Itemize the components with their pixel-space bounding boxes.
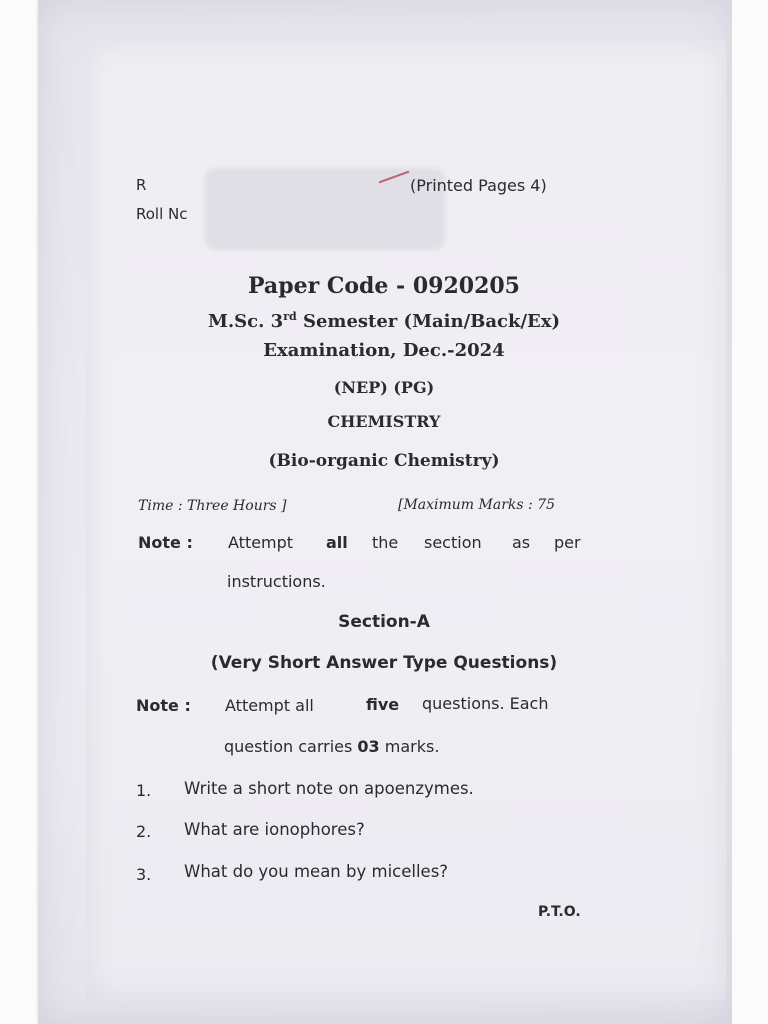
section-note-questions-each: questions. Each — [422, 694, 549, 713]
course-suffix: Semester (Main/Back/Ex) — [296, 311, 561, 332]
question-number: 2. — [136, 822, 152, 841]
question-text: Write a short note on apoenzymes. — [184, 779, 474, 798]
question-text: What are ionophores? — [184, 820, 365, 839]
course-line — [0, 310, 768, 332]
section-note-five: five — [366, 695, 400, 714]
note-word-as: as — [512, 533, 531, 552]
question-text: What do you mean by micelles? — [184, 862, 449, 881]
question-number: 3. — [136, 865, 152, 884]
scheme: (NEP) (PG) — [333, 378, 435, 397]
section-a-subheading: (Very Short Answer Type Questions) — [210, 653, 558, 673]
question-number: 1. — [136, 781, 152, 800]
note-label: Note : — [138, 533, 193, 552]
paper-code: Paper Code - 0920205 — [247, 273, 520, 299]
time-allowed: Time : Three Hours ] — [138, 498, 287, 514]
subject: CHEMISTRY — [327, 412, 441, 431]
section-note-marks-word: marks. — [384, 737, 440, 756]
section-note-attempt-all: Attempt all — [225, 696, 314, 715]
note-line-2: instructions. — [227, 572, 326, 591]
section-a-heading: Section-A — [338, 612, 430, 632]
roll-number-label: Roll Nc — [136, 205, 188, 223]
exam-session: Examination, Dec.-2024 — [263, 340, 505, 361]
page-margin-right — [732, 0, 768, 1024]
section-note-marks-value: 03 — [357, 737, 380, 756]
printed-pages: (Printed Pages 4) — [410, 176, 547, 195]
note-word-the: the — [372, 533, 399, 552]
section-note-label: Note : — [136, 696, 191, 715]
note-word-section: section — [424, 533, 482, 552]
course-prefix: M.Sc. 3 — [207, 311, 284, 332]
page-margin-left — [0, 0, 36, 1024]
redacted-roll-number — [205, 168, 445, 250]
paper-name: (Bio-organic Chemistry) — [268, 451, 500, 471]
maximum-marks: [Maximum Marks : 75 — [398, 497, 556, 513]
section-note-carries-text: question carries — [224, 737, 353, 756]
note-word-per: per — [554, 533, 581, 552]
course-superscript: rd — [283, 310, 297, 323]
note-word-attempt: Attempt — [228, 533, 294, 552]
note-word-all: all — [326, 533, 348, 552]
reg-label: R — [136, 176, 147, 194]
please-turn-over: P.T.O. — [538, 904, 581, 920]
section-note-carries — [224, 737, 439, 756]
